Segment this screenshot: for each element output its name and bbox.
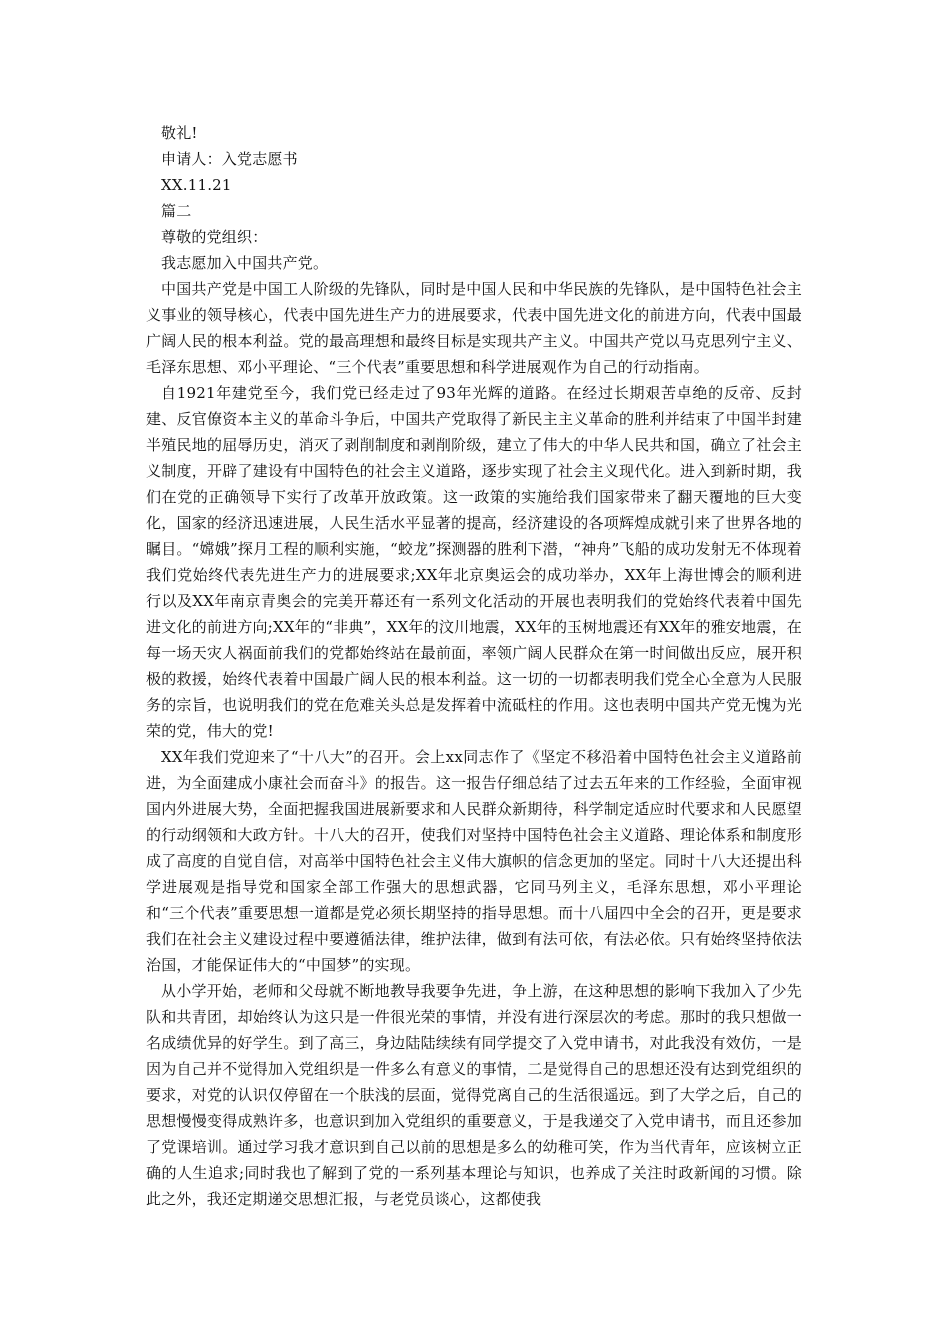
closing-line: 敬礼! — [161, 124, 198, 142]
section-heading: 篇二 — [161, 202, 192, 220]
paragraph: 中国共产党是中国工人阶级的先锋队，同时是中国人民和中华民族的先锋队，是中国特色社会主义事业的领导核心，代表中国先进生产力的进展要求，代表中国先进文化的前进方向，代表中国最广阔人民的根本利益。党的最高理想和最终目标是实现共产主义。中国共产党以马克思列宁主义、毛泽东思想、邓小平理论、“三个代表”重要思想和科学进展观作为自己的行动指南。 — [146, 280, 802, 376]
salutation-line: 尊敬的党组织： — [161, 228, 268, 246]
paragraph: 自1921年建党至今，我们党已经走过了93年光辉的道路。在经过长期艰苦卓绝的反帝、反封建、反官僚资本主义的革命斗争后，中国共产党取得了新民主主义革命的胜利并结束了中国半封建半殖民地的屈辱历史，消灭了剥削制度和剥削阶级，建立了伟大的中华人民共和国，确立了社会主义制度，开辟了建设有中国特色的社会主义道路，逐步实现了社会主义现代化。进入到新时期，我们在党的正确领导下实行了改革开放政策。这一政策的实施给我们国家带来了翻天覆地的巨大变化，国家的经济迅速进展，人民生活水平显著的提高，经济建设的各项辉煌成就引来了世界各地的瞩目。“嫦娥”探月工程的顺利实施，“蛟龙”探测器的胜利下潜，“神舟”飞船的成功发射无不体现着我们党始终代表先进生产力的进展要求;XX年北京奥运会的成功举办，XX年上海世博会的顺利进行以及XX年南京青奥会的完美开幕还有一系列文化活动的开展也表明我们的党始终代表着中国先进文化的前进方向;XX年的“非典”，XX年的汶川地震，XX年的玉树地震还有XX年的雅安地震，在每一场天灾人祸面前我们的党都始终站在最前面，率领广阔人民群众在第一时间做出反应，展开积极的救援，始终代表着中国最广阔人民的根本利益。这一切的一切都表明我们党全心全意为人民服务的宗旨，也说明我们的党在危难关头总是发挥着中流砥柱的作用。这也表明中国共产党无愧为光荣的党，伟大的党! — [146, 384, 802, 740]
paragraph: 从小学开始，老师和父母就不断地教导我要争先进，争上游，在这种思想的影响下我加入了少先队和共青团，却始终认为这只是一件很光荣的事情，并没有进行深层次的考虑。那时的我只想做一名成绩优异的好学生。到了高三，身边陆陆续续有同学提交了入党申请书，对此我没有效仿，一是因为自己并不觉得加入党组织是一件多么有意义的事情，二是觉得自己的思想还没有达到党组织的要求，对党的认识仅停留在一个肤浅的层面，觉得党离自己的生活很遥远。到了大学之后，自己的思想慢慢变得成熟许多，也意识到加入党组织的重要意义，于是我递交了入党申请书，而且还参加了党课培训。通过学习我才意识到自己以前的思想是多么的幼稚可笑，作为当代青年，应该树立正确的人生追求;同时我也了解到了党的一系列基本理论与知识，也养成了关注时政新闻的习惯。除此之外，我还定期递交思想汇报，与老党员谈心，这都使我 — [146, 982, 802, 1208]
statement-line: 我志愿加入中国共产党。 — [161, 254, 329, 272]
document-body — [146, 120, 802, 1212]
applicant-line: 申请人：入党志愿书 — [161, 150, 298, 168]
date-line: XX.11.21 — [161, 176, 232, 194]
paragraph: XX年我们党迎来了“十八大”的召开。会上xx同志作了《坚定不移沿着中国特色社会主义道路前进，为全面建成小康社会而奋斗》的报告。这一报告仔细总结了过去五年来的工作经验，全面审视国内外进展大势，全面把握我国进展新要求和人民群众新期待，科学制定适应时代要求和人民愿望的行动纲领和大政方针。十八大的召开，使我们对坚持中国特色社会主义道路、理论体系和制度形成了高度的自觉自信，对高举中国特色社会主义伟大旗帜的信念更加的坚定。同时十八大还提出科学进展观是指导党和国家全部工作强大的思想武器，它同马列主义，毛泽东思想，邓小平理论和“三个代表”重要思想一道都是党必须长期坚持的指导思想。而十八届四中全会的召开，更是要求我们在社会主义建设过程中要遵循法律，维护法律，做到有法可依，有法必依。只有始终坚持依法治国，才能保证伟大的“中国梦”的实现。 — [146, 748, 802, 974]
